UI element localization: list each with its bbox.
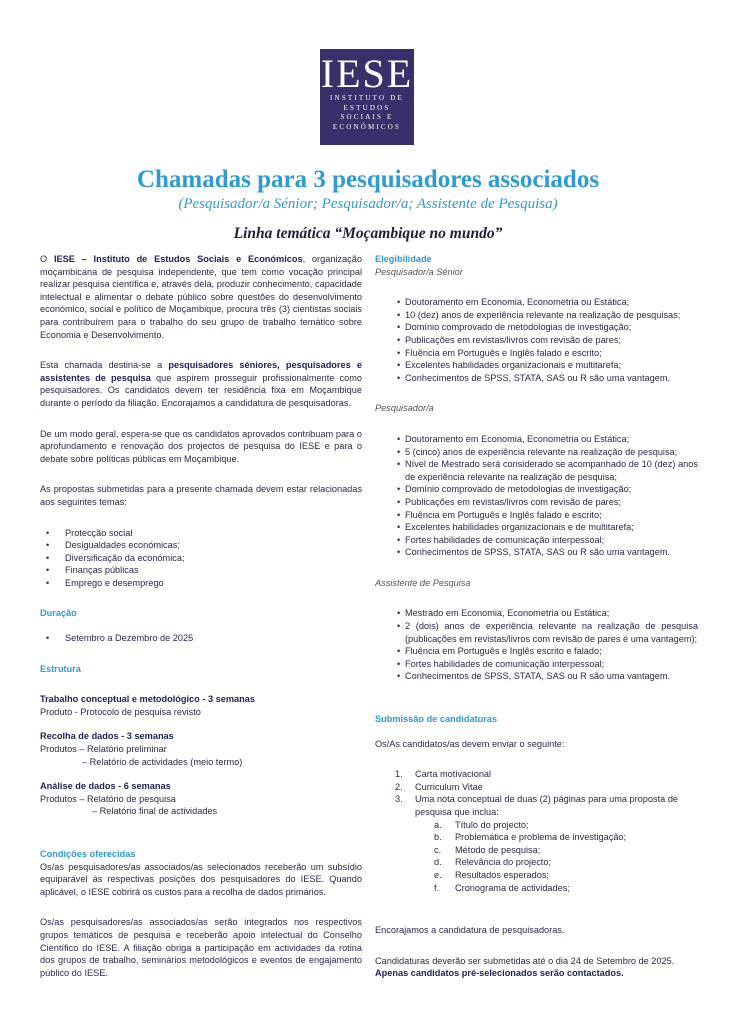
list-item: • Diversificação da económica; [40,552,362,565]
list-item: • Fluência em Português e Inglês escrito e falado; [375,645,698,658]
institute-name: IESE – Instituto de Estudos Sociais e Económicos [53,254,303,264]
list-item: • Conhecimentos de SPSS, STATA, SAS ou R são uma vantagem. [375,546,698,559]
shortlist-note: Apenas candidatos pré-selecionados serão contactados. [375,968,624,979]
list-item: • Desigualdades económicas; [40,539,362,552]
list-item: • Nível de Mestrado será considerado se acompanhado de 10 (dez) anos de experiência relevante na realização de pesquisa; [375,458,698,483]
list-item: • Doutoramento em Economia, Econometria ou Estática; [375,433,698,446]
conditions-paragraph: Os/as pesquisadores/as associados/as selecionados receberão um subsídio equiparável às respectivas posições dos pesquisadores do IESE. Quando aplicável, o IESE cobrirá os custos para a recolha de dados primários. [40,861,362,897]
list-item: • Setembro a Dezembro de 2025 [40,632,362,645]
list-item: • Protecção social [40,527,362,540]
phase-line: – Relatório final de actividades [92,806,218,817]
documents-list [375,768,698,894]
phase-line: Produtos – Relatório de pesquisa [40,793,176,804]
list-item: • Emprego e desemprego [40,577,362,590]
list-item: c. Método de pesquisa; [434,844,541,855]
list-item: • Conhecimentos de SPSS, STATA, SAS ou R são uma vantagem. [375,372,698,385]
right-column [375,253,698,980]
list-item: • Fluência em Português e Inglês falado e escrito; [375,509,698,522]
encourage-text: Encorajamos a candidatura de pesquisadoras. [375,925,565,936]
list-item: f. Cronograma de actividades; [434,882,570,893]
themes-list [40,527,362,590]
senior-requirements [375,296,698,384]
page-title: Chamadas para 3 pesquisadores associados [136,166,600,193]
target-paragraph: Esta chamada destina-se a pesquisadores séniores, pesquisadores e assistentes de pesquisa que aspirem prosseguir profissionalmente como pesquisadores. Os candidatos devem ter residência fixa em Moçambique durante o período da filiação. Encorajamos a candidatura de pesquisadoras. [40,360,362,408]
intro-paragraph: O IESE – Instituto de Estudos Sociais e Económicos, organização moçambicana de pesquisa independente, que tem como vocação principal realizar pesquisa científica e, através dela, produzir conhecimento, capacidade intelectual e alimentar o debate público sobre questões do desenvolvimento económico, social e político de Moçambique, procura três (3) cientistas sociais para contribuírem para o trabalho do seu grupo de trabalho temático sobre Economia e Desenvolvimento. [40,254,362,340]
list-item: • Excelentes habilidades organizacionais e de multitarefa; [375,521,698,534]
list-item: • Fortes habilidades de comunicação interpessoal; [375,534,698,547]
list-item: b. Problemática e problema de investigação; [434,832,627,843]
logo-line: SOCIAIS E [340,113,394,121]
list-item: • Conhecimentos de SPSS, STATA, SAS ou R são uma vantagem. [375,670,698,683]
list-item: a. Título do projecto; [434,819,529,830]
list-item: • Doutoramento em Economia, Econometria ou Estática; [375,296,698,309]
researcher-requirements [375,433,698,559]
list-item: 3. Uma nota conceptual de duas (2) páginas para uma proposta de pesquisa que inclua: a. Título do projecto; b. Problemática e problema de investigação; c. Método de pesquisa; d. Relevância do projecto; e. Resultados esperados; f. Cronograma de actividades; [375,793,698,894]
conditions-heading: Condições oferecidas [40,849,136,859]
logo-acronym: IESE [320,51,414,96]
phase-line: Produtos – Relatório preliminar [40,744,167,755]
logo-line: ESTUDOS [343,103,391,112]
left-column [40,253,362,979]
theme-line: Linha temática “Moçambique no mundo” [233,225,503,242]
phase-title: Trabalho conceptual e metodológico - 3 semanas [40,694,255,705]
phase-title: Recolha de dados - 3 semanas [40,731,174,742]
phase-title: Análise de dados - 6 semanas [40,781,171,792]
list-item: • Publicações em revistas/livros com revisão de pares; [375,496,698,509]
logo-line: ECONÓMICOS [332,122,402,131]
list-item: • 10 (dez) anos de experiência relevante na realização de pesquisas; [375,309,698,322]
concept-note-items [415,819,698,895]
deadline-text: Candidaturas deverão ser submetidas até o dia 24 de Setembro de 2025. [375,955,675,966]
list-item: e. Resultados esperados; [434,869,549,880]
researcher-label: Pesquisador/a [375,403,434,414]
list-item: • Mestrado em Economia, Econometria ou Estática; [375,607,698,620]
list-item: • Finanças públicas [40,564,362,577]
list-item: • Excelentes habilidades organizacionais e multitarefa; [375,359,698,372]
conditions-paragraph: Os/as pesquisadores/as associados/as serão integrados nos respectivos grupos temáticos de pesquisa e receberão apoio intelectual do Conselho Científico do IESE. A filiação obriga a participação em actividades da rotina dos grupos de trabalho, seminários metodológicos e eventos de engajamento público do IESE. [40,917,362,978]
submission-intro: Os/As candidatos/as devem enviar o seguinte: [375,738,565,749]
senior-label: Pesquisador/a Sénior [375,266,463,277]
list-item: 1. Carta motivacional [395,769,492,780]
page-subtitle: (Pesquisador/a Sénior; Pesquisador/a; Assistente de Pesquisa) [178,196,558,212]
list-item: • 2 (dois) anos de experiência relevante na realização de pesquisa (publicações em revistas/livros com revisão de pares é uma vantagem); [375,620,698,645]
phase-line: – Relatório de actividades (meio termo) [82,756,243,767]
submission-heading: Submissão de candidaturas [375,714,498,725]
duration-heading: Duração [40,608,77,619]
duration-list [40,632,362,645]
list-item: • Domínio comprovado de metodologias de investigação; [375,321,698,334]
list-item: • Fluência em Português e Inglês falado e escrito; [375,347,698,360]
assistant-requirements [375,607,698,683]
phase-line: Produto - Protocolo de pesquisa revisto [40,706,201,717]
list-item: • Publicações em revistas/livros com revisão de pares; [375,334,698,347]
list-item: • 5 (cinco) anos de experiência relevante na realização de pesquisa; [375,446,698,459]
list-item: • Fortes habilidades de comunicação interpessoal; [375,658,698,671]
eligibility-heading: Elegibilidade [375,254,432,264]
structure-heading: Estrutura [40,663,81,674]
iese-logo [320,49,414,145]
themes-intro: As propostas submetidas para a presente chamada devem estar relacionadas aos seguintes temas: [40,484,362,507]
expectation-paragraph: De um modo geral, espera-se que os candidatos aprovados contribuam para o aprofundamento e renovação dos projectos de pesquisa do IESE e para o debate sobre políticas públicas em Moçambique. [40,428,362,464]
list-item: • Domínio comprovado de metodologias de investigação; [375,483,698,496]
list-item: d. Relevância do projecto; [434,857,552,868]
list-item: 2. Curriculum Vitae [395,781,483,792]
logo-line: INSTITUTO DE [330,94,404,102]
assistant-label: Assistente de Pesquisa [375,577,471,588]
